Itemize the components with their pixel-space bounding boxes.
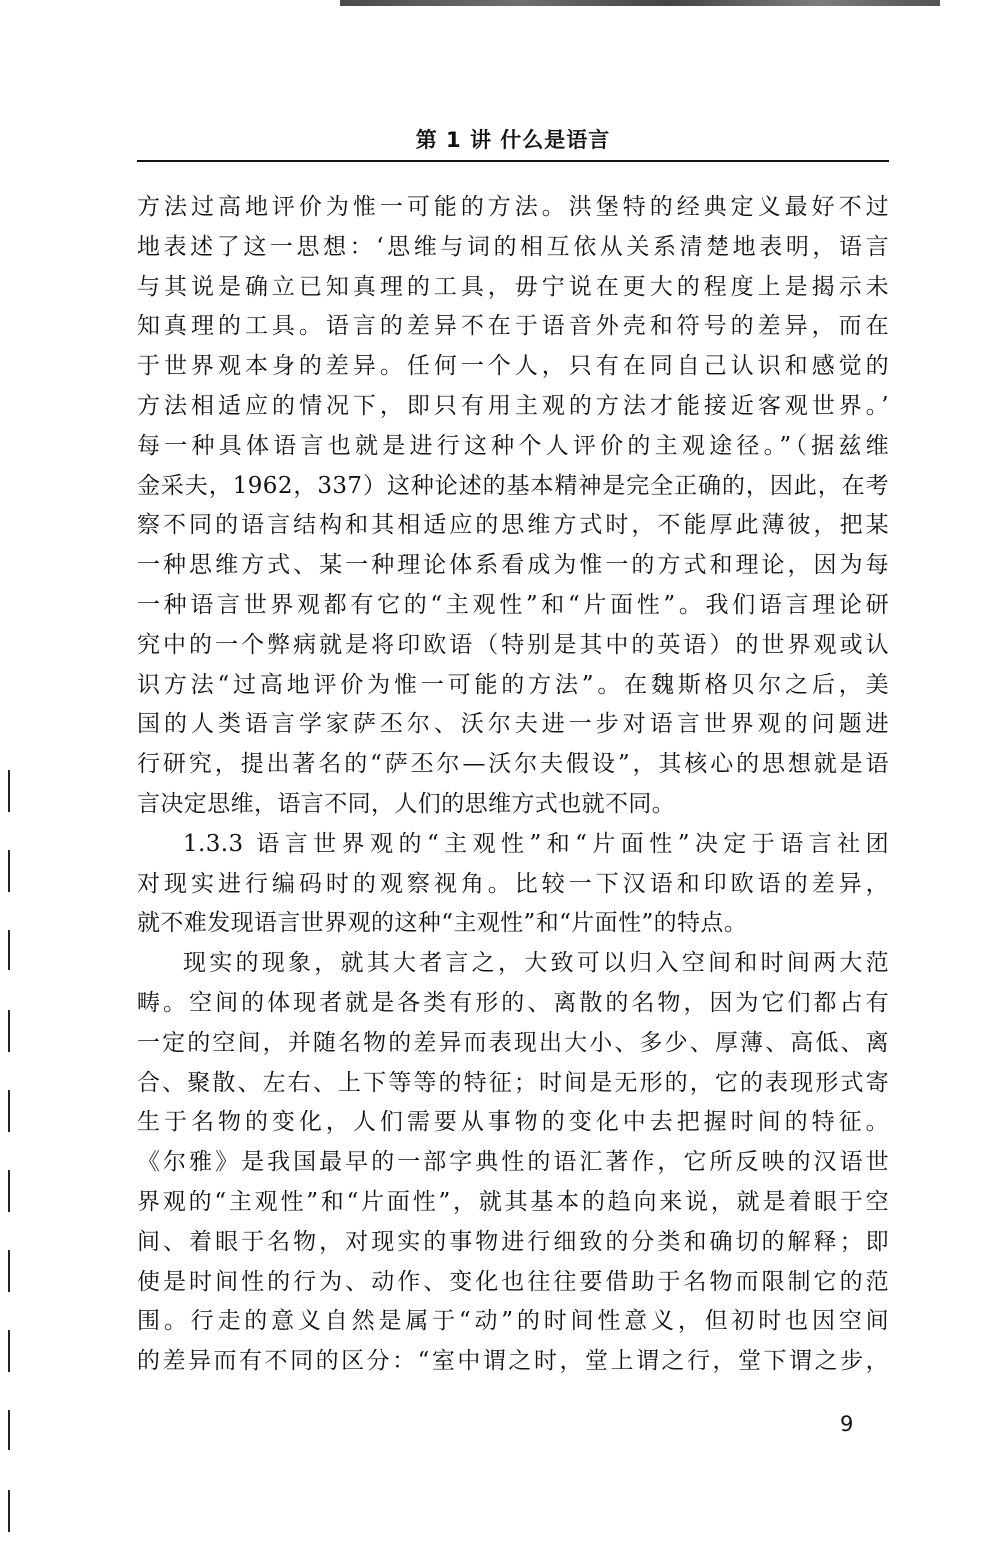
text-line: 于世界观本身的差异。任何一个人，只有在同自己认识和感觉的 (137, 353, 889, 380)
text-line: 畴。空间的体现者就是各类有形的、离散的名物，因为它们都占有 (137, 989, 889, 1016)
text-line: 使是时间性的行为、动作、变化也往往要借助于名物而限制它的范 (137, 1268, 889, 1295)
text-line: 一种语言世界观都有它的“主观性”和“片面性”。我们语言理论研 (137, 591, 889, 618)
scan-edge-mark (8, 1010, 10, 1052)
scan-edge-mark (8, 770, 10, 812)
scan-edge-mark (8, 930, 10, 970)
text-line: 一定的空间，并随名物的差异而表现出大小、多少、厚薄、高低、离 (137, 1029, 889, 1056)
scan-top-strip (340, 0, 940, 6)
text-line: 就不难发现语言世界观的这种“主观性”和“片面性”的特点。 (137, 910, 748, 937)
scan-edge-mark (8, 1330, 10, 1372)
text-line-section-1-3-3: 1.3.3 语言世界观的“主观性”和“片面性”决定于语言社团 (183, 830, 889, 857)
text-line: 的差异而有不同的区分：“室中谓之时，堂上谓之行，堂下谓之步， (137, 1348, 889, 1375)
scan-edge-mark (8, 1170, 10, 1212)
text-line: 每一种具体语言也就是进行这种个人评价的主观途径。”（据兹维 (137, 432, 889, 459)
page-number: 9 (840, 1412, 854, 1436)
text-line: 间、着眼于名物，对现实的事物进行细致的分类和确切的解释；即 (137, 1228, 889, 1255)
text-line: 金采夫，1962，337）这种论述的基本精神是完全正确的，因此，在考 (137, 472, 889, 499)
body-text (137, 188, 889, 1382)
text-line: 围。行走的意义自然是属于“动”的时间性意义，但初时也因空间 (137, 1308, 889, 1335)
text-line: 究中的一个弊病就是将印欧语（特别是其中的英语）的世界观或认 (137, 631, 889, 658)
text-line: 地表述了这一思想：‘思维与词的相互依从关系清楚地表明，语言 (137, 233, 889, 260)
text-line: 《尔雅》是我国最早的一部字典性的语汇著作，它所反映的汉语世 (137, 1149, 889, 1176)
text-line: 合、聚散、左右、上下等等的特征；时间是无形的，它的表现形式寄 (137, 1069, 889, 1096)
text-line: 与其说是确立已知真理的工具，毋宁说在更大的程度上是揭示未 (137, 273, 889, 300)
text-line: 察不同的语言结构和其相适应的思维方式时，不能厚此薄彼，把某 (137, 512, 889, 539)
scan-edge-mark (8, 1090, 10, 1132)
text-line: 言决定思维，语言不同，人们的思维方式也就不同。 (137, 790, 676, 817)
text-line: 行研究，提出著名的“萨丕尔—沃尔夫假设”，其核心的思想就是语 (137, 751, 889, 778)
text-line: 对现实进行编码时的观察视角。比较一下汉语和印欧语的差异， (137, 870, 889, 897)
header-rule (137, 160, 889, 162)
text-line: 方法相适应的情况下，即只有用主观的方法才能接近客观世界。’ (137, 392, 889, 419)
text-line: 识方法“过高地评价为惟一可能的方法”。在魏斯格贝尔之后，美 (137, 671, 889, 698)
scan-edge-mark (8, 1250, 10, 1292)
running-header: 第 1 讲 什么是语言 (415, 128, 611, 152)
scan-edge-mark (8, 850, 10, 892)
scan-edge-mark (8, 1410, 10, 1450)
text-line: 界观的“主观性”和“片面性”，就其基本的趋向来说，就是着眼于空 (137, 1188, 889, 1215)
text-line: 方法过高地评价为惟一可能的方法。洪堡特的经典定义最好不过 (137, 194, 889, 220)
text-line: 一种思维方式、某一种理论体系看成为惟一的方式和理论，因为每 (137, 552, 889, 579)
scan-edge-mark (8, 1490, 10, 1532)
text-line: 知真理的工具。语言的差异不在于语音外壳和符号的差异，而在 (137, 313, 889, 340)
text-line-paragraph-start: 现实的现象，就其大者言之，大致可以归入空间和时间两大范 (183, 950, 889, 977)
text-line: 生于名物的变化，人们需要从事物的变化中去把握时间的特征。 (137, 1109, 889, 1136)
text-line: 国的人类语言学家萨丕尔、沃尔夫进一步对语言世界观的问题进 (137, 711, 889, 738)
